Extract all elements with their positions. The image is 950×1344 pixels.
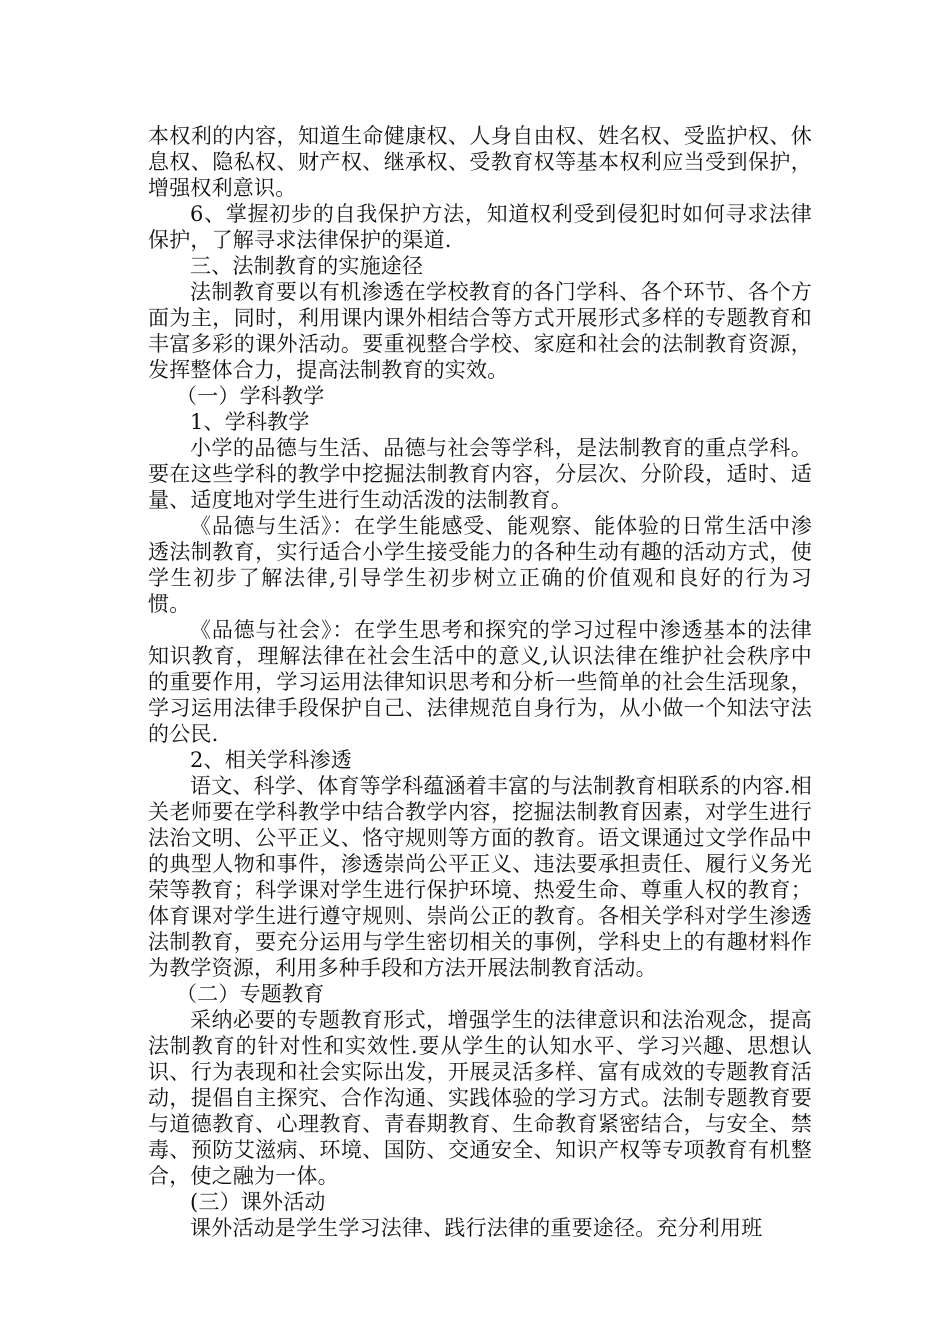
heading-extracurricular: (三）课外活动 [190,1190,326,1214]
paragraph-related-subjects: 语文、科学、体育等学科蕴涵着丰富的与法制教育相联系的内容.相关老师要在学科教学中结合教学内容，挖掘法制教育因素，对学生进行法治文明、公平正义、恪守规则等方面的教育。语文课通过文学作品中的典型人物和事件，渗透崇尚公平正义、违法要承担责任、履行义务光荣等教育；科学课对学生进行保护环境、热爱生命、尊重人权的教育；体育课对学生进行遵守规则、崇尚公正的教育。各相关学科对学生渗透法制教育，要充分运用与学生密切相关的事例，学科史上的有趣材料作为教学资源，利用多种手段和方法开展法制教育活动。 [148,774,812,980]
section-heading-implementation: 三、法制教育的实施途径 [190,254,424,278]
subheading-subject-teaching: （一）学科教学 [176,384,325,408]
paragraph-implementation-intro: 法制教育要以有机渗透在学校教育的各门学科、各个环节、各个方面为主，同时，利用课内课外相结合等方式开展形式多样的专题教育和丰富多彩的课外活动。要重视整合学校、家庭和社会的法制教育资源，发挥整体合力，提高法制教育的实效。 [148,280,812,382]
paragraph-morality-life: 《品德与生活》：在学生能感受、能观察、能体验的日常生活中渗透法制教育，实行适合小学生接受能力的各种生动有趣的活动方式，使学生初步了解法律,引导学生初步树立正确的价值观和良好的行为习惯。 [148,514,812,616]
heading-subject-teaching-1: 1、学科教学 [190,410,310,434]
paragraph-self-protection: 6、掌握初步的自我保护方法，知道权利受到侵犯时如何寻求法律保护，了解寻求法律保护的渠道. [148,202,812,252]
heading-related-subjects: 2、相关学科渗透 [190,748,352,772]
paragraph-extracurricular: 课外活动是学生学习法律、践行法律的重要途径。充分利用班 [190,1216,763,1240]
paragraph-special-education: 采纳必要的专题教育形式，增强学生的法律意识和法治观念，提高法制教育的针对性和实效性.要从学生的认知水平、学习兴趣、思想认识、行为表现和社会实际出发，开展灵活多样、富有成效的专题教育活动，提倡自主探究、合作沟通、实践体验的学习方式。法制专题教育要与道德教育、心理教育、青春期教育、生命教育紧密结合，与安全、禁毒、预防艾滋病、环境、国防、交通安全、知识产权等专项教育有机整合，使之融为一体。 [148,1008,812,1188]
subheading-special-education: （二）专题教育 [176,982,325,1006]
paragraph-key-subjects: 小学的品德与生活、品德与社会等学科，是法制教育的重点学科。要在这些学科的教学中挖掘法制教育内容，分层次、分阶段，适时、适量、适度地对学生进行生动活泼的法制教育。 [148,436,812,512]
paragraph-rights-content: 本权利的内容，知道生命健康权、人身自由权、姓名权、受监护权、休息权、隐私权、财产权、继承权、受教育权等基本权利应当受到保护，增强权利意识。 [148,124,812,200]
paragraph-morality-society: 《品德与社会》：在学生思考和探究的学习过程中渗透基本的法律知识教育，理解法律在社会生活中的意义,认识法律在维护社会秩序中的重要作用，学习运用法律知识思考和分析一些简单的社会生活现象，学习运用法律手段保护自己、法律规范自身行为，从小做一个知法守法的公民. [148,618,812,746]
document-page [148,123,812,1241]
